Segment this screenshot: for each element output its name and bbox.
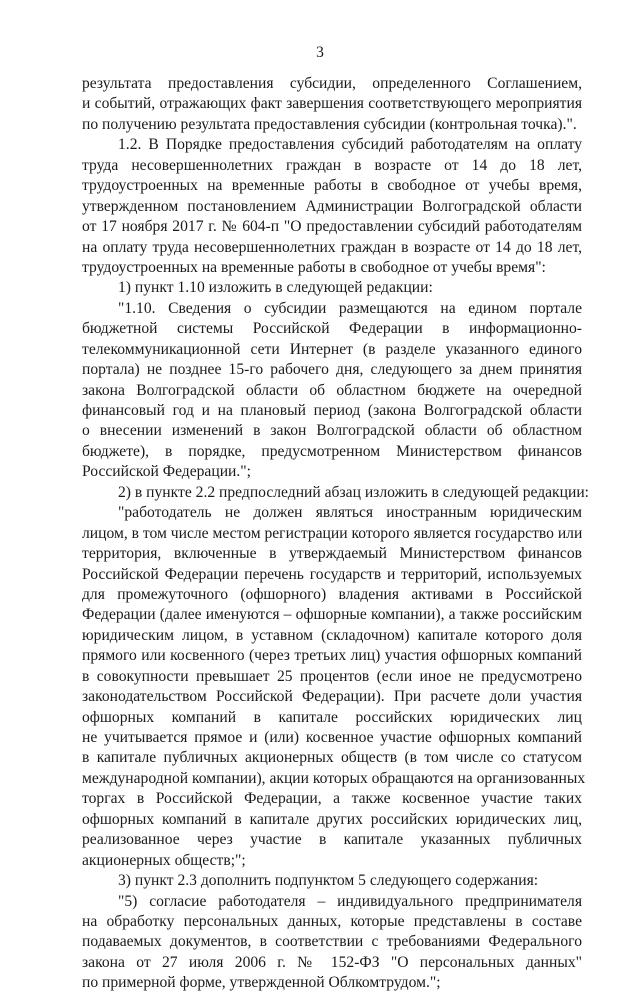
paragraph-p4 (82, 299, 582, 483)
text-line: международной компании), акции которых обращаются на организованных (82, 769, 586, 787)
paragraph-p8 (82, 892, 582, 994)
text-line: не учитывается прямое и (или) косвенное участие офшорных компаний (82, 729, 582, 746)
text-line: и событий, отражающих факт завершения соответствующего мероприятия (82, 95, 582, 113)
text-line: результата предоставления субсидии, определенного Соглашением, (82, 75, 582, 92)
text-line: финансовый год и на плановый период (закона Волгоградской области (82, 402, 582, 419)
text-line: бюджетной системы Российской Федерации в информационно- (82, 320, 582, 338)
text-line: "5) согласие работодателя – индивидуального предпринимателя (118, 892, 582, 910)
text-line: Федерации (далее именуются – офшорные компании), а также российским (82, 606, 582, 624)
text-line: утвержденном постановлением Администрации Волгоградской области (82, 197, 582, 215)
text-line: для промежуточного (офшорного) владения активами в Российской (82, 585, 582, 603)
text-line: от 17 ноября 2017 г. № 604-п "О предоставлении субсидий работодателям (82, 218, 582, 236)
text-line: закона Волгоградской области об областном бюджете на очередной (82, 381, 582, 399)
text-line: 1.2. В Порядке предоставления субсидий работодателям на оплату (118, 136, 582, 154)
paragraph-p2 (82, 135, 582, 278)
text-line: закона от 27 июля 2006 г. № 152-ФЗ "О персональных данных" (82, 953, 582, 971)
paragraph-p3 (82, 278, 582, 298)
text-line: в капитале публичных акционерных обществ (в том числе со статусом (82, 749, 582, 767)
text-line: 2) в пункте 2.2 предпоследний абзац изложить в следующей редакции: (118, 483, 590, 501)
text-line: "работодатель не должен являться иностранным юридическим (118, 504, 582, 522)
text-line: труда несовершеннолетних граждан в возрасте от 14 до 18 лет, (82, 156, 582, 174)
text-line: подаваемых документов, в соответствии с требованиями Федерального (82, 933, 582, 951)
text-line: на обработку персональных данных, которые представлены в составе (82, 912, 582, 930)
text-line: о внесении изменений в закон Волгоградской области об областном (82, 422, 582, 440)
text-line: реализованное через участие в капитале указанных публичных (82, 831, 582, 849)
text-line: офшорных компаний в капитале российских юридических лиц (82, 708, 582, 726)
paragraph-p5 (82, 483, 590, 503)
text-line: юридическим лицом, в уставном (складочном) капитале которого доля (82, 626, 582, 644)
text-line: портала) не позднее 15-го рабочего дня, следующего за днем принятия (82, 361, 582, 379)
text-line: на оплату труда несовершеннолетних граждан в возрасте от 14 до 18 лет, (82, 238, 582, 256)
text-line: по примерной форме, утвержденной Облкомтрудом."; (82, 974, 441, 992)
paragraph-p6 (82, 503, 586, 871)
text-line: "1.10. Сведения о субсидии размещаются на едином портале (118, 299, 582, 317)
paragraph-p1 (82, 74, 582, 135)
page-number: 3 (316, 44, 324, 61)
text-line: законодательством Российской Федерации). При расчете доли участия (82, 688, 582, 706)
text-line: Российской Федерации."; (82, 463, 251, 481)
text-line: прямого или косвенного (через третьих лиц) участия офшорных компаний (82, 647, 582, 665)
text-line: бюджете), в порядке, предусмотренном Министерством финансов (82, 442, 582, 460)
text-line: по получению результата предоставления субсидии (контрольная точка).". (82, 115, 577, 133)
text-line: 1) пункт 1.10 изложить в следующей редакции: (118, 279, 433, 297)
document-body (82, 74, 590, 994)
text-line: территория, включенные в утверждаемый Министерством финансов (82, 545, 582, 563)
text-line: трудоустроенных на временные работы в свободное от учебы время": (82, 258, 546, 276)
text-line: телекоммуникационной сети Интернет (в разделе указанного единого (82, 340, 582, 358)
text-line: торгах в Российской Федерации, а также косвенное участие таких (82, 790, 582, 808)
text-line: акционерных обществ;"; (82, 851, 246, 869)
text-line: офшорных компаний в капитале других российских юридических лиц, (82, 810, 582, 828)
text-line: лицом, в том числе местом регистрации которого является государство или (82, 524, 583, 542)
text-line: Российской Федерации перечень государств и территорий, используемых (82, 565, 582, 583)
text-line: 3) пункт 2.3 дополнить подпунктом 5 следующего содержания: (118, 872, 539, 890)
paragraph-p7 (82, 871, 582, 891)
text-line: трудоустроенных на временные работы в свободное от учебы время, (82, 177, 582, 195)
text-line: в совокупности превышает 25 процентов (если иное не предусмотрено (82, 667, 582, 685)
